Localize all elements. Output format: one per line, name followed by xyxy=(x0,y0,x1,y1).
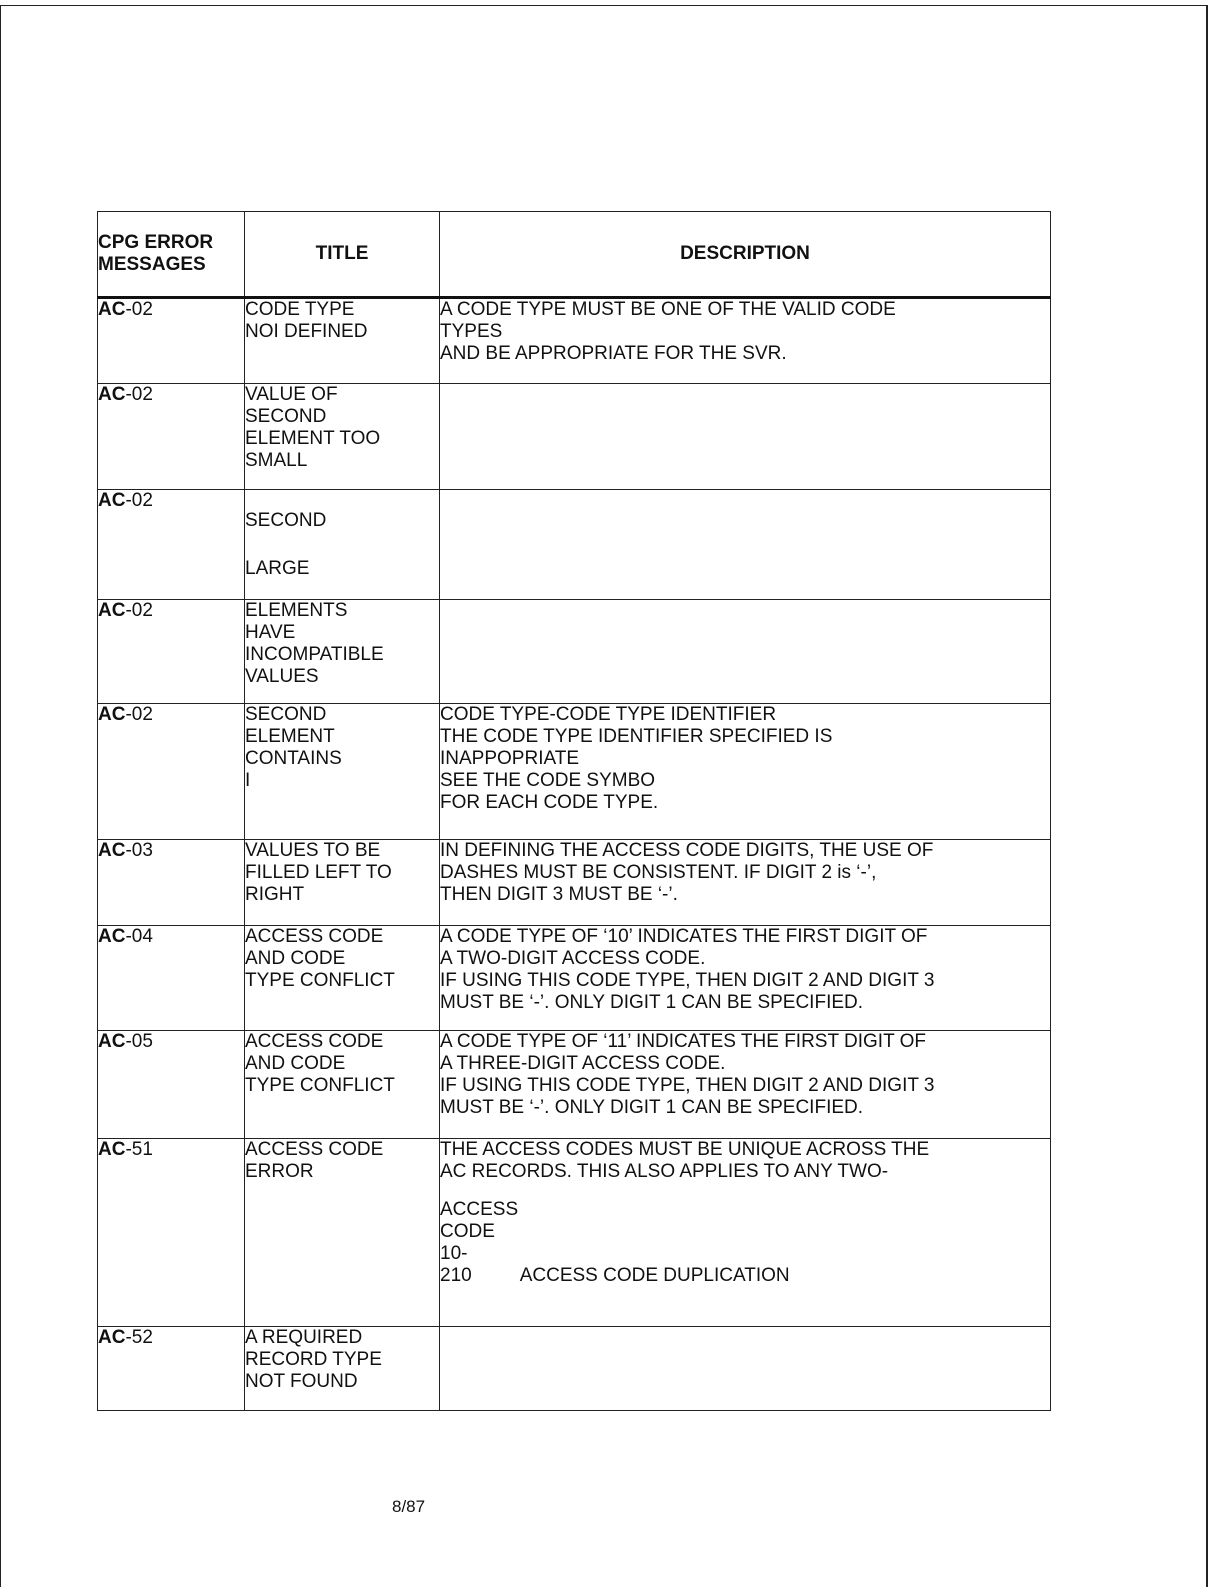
error-description-line: A CODE TYPE MUST BE ONE OF THE VALID CODE xyxy=(440,299,896,320)
error-description-line: SEE THE CODE SYMBO xyxy=(440,770,656,791)
page-frame-right xyxy=(1206,5,1208,1587)
error-description xyxy=(440,1139,1051,1327)
error-description-line: A THREE-DIGIT ACCESS CODE. xyxy=(440,1053,726,1074)
error-title-line: INCOMPATIBLE xyxy=(245,644,384,665)
error-description-line: A CODE TYPE OF ‘11’ INDICATES THE FIRST DIGIT OF xyxy=(440,1031,926,1052)
error-title-line: HAVE xyxy=(245,622,296,643)
error-description-line xyxy=(440,1199,1050,1221)
error-code xyxy=(98,1327,245,1411)
error-code xyxy=(98,384,245,490)
error-description-line: IN DEFINING THE ACCESS CODE DIGITS, THE USE OF xyxy=(440,840,934,861)
error-title-line: ELEMENTS xyxy=(245,600,348,621)
error-code-prefix: AC xyxy=(98,299,126,320)
error-title-line: AND CODE xyxy=(245,1053,346,1074)
error-code xyxy=(98,600,245,704)
error-title-line: NOI DEFINED xyxy=(245,321,368,342)
error-code xyxy=(98,298,245,384)
error-title xyxy=(245,1139,440,1327)
error-title-line: SECOND xyxy=(245,406,327,427)
error-title xyxy=(245,1327,440,1411)
error-description-line xyxy=(440,1265,1050,1287)
error-code-prefix: AC xyxy=(98,704,126,725)
error-title-line: ELEMENT TOO xyxy=(245,428,381,449)
error-code-prefix: AC xyxy=(98,384,126,405)
error-code xyxy=(98,704,245,840)
error-description xyxy=(440,384,1051,490)
error-title-line: ACCESS CODE xyxy=(245,926,384,947)
error-title-line: ELEMENT xyxy=(245,726,335,747)
error-description-line: DASHES MUST BE CONSISTENT. IF DIGIT 2 is ‘-’, xyxy=(440,862,877,883)
error-description-line: THE CODE TYPE IDENTIFIER SPECIFIED IS xyxy=(440,726,833,747)
error-code-suffix: -52 xyxy=(125,1327,153,1348)
error-description-line: FOR EACH CODE TYPE. xyxy=(440,792,659,813)
error-code-prefix: AC xyxy=(98,1327,126,1348)
error-title xyxy=(245,298,440,384)
error-title xyxy=(245,1031,440,1139)
error-description-extra: 210 xyxy=(440,1265,472,1286)
table-row xyxy=(98,1327,1051,1411)
header-cpg-error-messages: CPG ERROR MESSAGES xyxy=(98,212,245,298)
error-code-prefix: AC xyxy=(98,840,126,861)
error-title-line: TYPE CONFLICT xyxy=(245,1075,395,1096)
table-row xyxy=(98,384,1051,490)
error-code-suffix: -05 xyxy=(125,1031,153,1052)
error-description-line: IF USING THIS CODE TYPE, THEN DIGIT 2 AND DIGIT 3 xyxy=(440,970,935,991)
error-code-prefix: AC xyxy=(98,1031,126,1052)
error-code-suffix: -02 xyxy=(125,704,153,725)
error-code-suffix: -02 xyxy=(125,600,153,621)
error-description-line: INAPPOPRIATE xyxy=(440,748,580,769)
table-row xyxy=(98,600,1051,704)
error-code xyxy=(98,840,245,926)
error-title-line: RECORD TYPE xyxy=(245,1349,382,1370)
error-description xyxy=(440,600,1051,704)
error-description-line: MUST BE ‘-’. ONLY DIGIT 1 CAN BE SPECIFIED. xyxy=(440,1097,864,1118)
error-description-line: CODE TYPE-CODE TYPE IDENTIFIER xyxy=(440,704,777,725)
table-row xyxy=(98,704,1051,840)
table-row xyxy=(98,1031,1051,1139)
error-title-line: TYPE CONFLICT xyxy=(245,970,395,991)
error-description-line xyxy=(440,1243,1050,1265)
error-code xyxy=(98,1139,245,1327)
error-description xyxy=(440,704,1051,840)
error-title-line: VALUE OF xyxy=(245,384,338,405)
error-title-line: LARGE xyxy=(245,558,310,579)
table-row xyxy=(98,298,1051,384)
error-description xyxy=(440,840,1051,926)
error-description-line: TYPES xyxy=(440,321,503,342)
error-title-line: ACCESS CODE xyxy=(245,1139,384,1160)
error-code xyxy=(98,490,245,600)
page-number: 8/87 xyxy=(392,1497,426,1516)
error-title xyxy=(245,704,440,840)
error-title-line: VALUES TO BE xyxy=(245,840,381,861)
error-description-line: A CODE TYPE OF ‘10’ INDICATES THE FIRST DIGIT OF xyxy=(440,926,928,947)
error-title-line: A REQUIRED xyxy=(245,1327,363,1348)
error-title-line: FILLED LEFT TO xyxy=(245,862,392,883)
error-description-line xyxy=(440,1221,1050,1243)
error-message-table xyxy=(97,211,1051,1411)
error-description-line: THEN DIGIT 3 MUST BE ‘-’. xyxy=(440,884,678,905)
error-code-prefix: AC xyxy=(98,1139,126,1160)
error-code-suffix: -51 xyxy=(125,1139,153,1160)
error-title-line: CODE TYPE xyxy=(245,299,355,320)
error-title xyxy=(245,490,440,600)
header-description: DESCRIPTION xyxy=(440,212,1051,298)
error-code-suffix: -03 xyxy=(125,840,153,861)
error-title-line: RIGHT xyxy=(245,884,305,905)
error-description xyxy=(440,298,1051,384)
table-row xyxy=(98,926,1051,1031)
error-title-line: CONTAINS xyxy=(245,748,342,769)
error-description xyxy=(440,926,1051,1031)
error-description-line: THE ACCESS CODES MUST BE UNIQUE ACROSS THE xyxy=(440,1139,930,1160)
page-frame-left xyxy=(0,5,1,1587)
error-title-line: VALUES xyxy=(245,666,319,687)
error-title-line: SECOND xyxy=(245,704,327,725)
error-title-line: I xyxy=(245,770,251,791)
error-title xyxy=(245,840,440,926)
error-code-suffix: -02 xyxy=(125,384,153,405)
error-title xyxy=(245,384,440,490)
error-title-line: SMALL xyxy=(245,450,308,471)
error-code-prefix: AC xyxy=(98,490,126,511)
error-description xyxy=(440,1031,1051,1139)
error-code-suffix: -04 xyxy=(125,926,153,947)
error-description-line: AC RECORDS. THIS ALSO APPLIES TO ANY TWO- xyxy=(440,1161,889,1182)
table-row xyxy=(98,1139,1051,1327)
header-title: TITLE xyxy=(245,212,440,298)
error-code xyxy=(98,1031,245,1139)
error-description-line: IF USING THIS CODE TYPE, THEN DIGIT 2 AND DIGIT 3 xyxy=(440,1075,935,1096)
error-description-line: A TWO-DIGIT ACCESS CODE. xyxy=(440,948,706,969)
error-description xyxy=(440,1327,1051,1411)
error-title xyxy=(245,600,440,704)
table-header-row xyxy=(98,212,1051,298)
error-title-line: ERROR xyxy=(245,1161,314,1182)
page-frame-top xyxy=(0,5,1207,6)
error-title-line: SECOND xyxy=(245,510,327,531)
error-description-extra: ACCESS xyxy=(440,1199,519,1220)
error-title-line: NOT FOUND xyxy=(245,1371,358,1392)
error-description-tail: ACCESS CODE DUPLICATION xyxy=(519,1265,790,1286)
error-description-extra: CODE xyxy=(440,1221,495,1242)
error-code xyxy=(98,926,245,1031)
error-title-line: ACCESS CODE xyxy=(245,1031,384,1052)
error-code-suffix: -02 xyxy=(125,299,153,320)
error-description-line: MUST BE ‘-’. ONLY DIGIT 1 CAN BE SPECIFIED. xyxy=(440,992,864,1013)
error-code-prefix: AC xyxy=(98,926,126,947)
error-title xyxy=(245,926,440,1031)
table-row xyxy=(98,840,1051,926)
error-title-line: AND CODE xyxy=(245,948,346,969)
error-code-prefix: AC xyxy=(98,600,126,621)
error-description xyxy=(440,490,1051,600)
error-description-extra: 10- xyxy=(440,1243,468,1264)
table-row xyxy=(98,490,1051,600)
error-description-line: AND BE APPROPRIATE FOR THE SVR. xyxy=(440,343,787,364)
error-code-suffix: -02 xyxy=(125,490,153,511)
